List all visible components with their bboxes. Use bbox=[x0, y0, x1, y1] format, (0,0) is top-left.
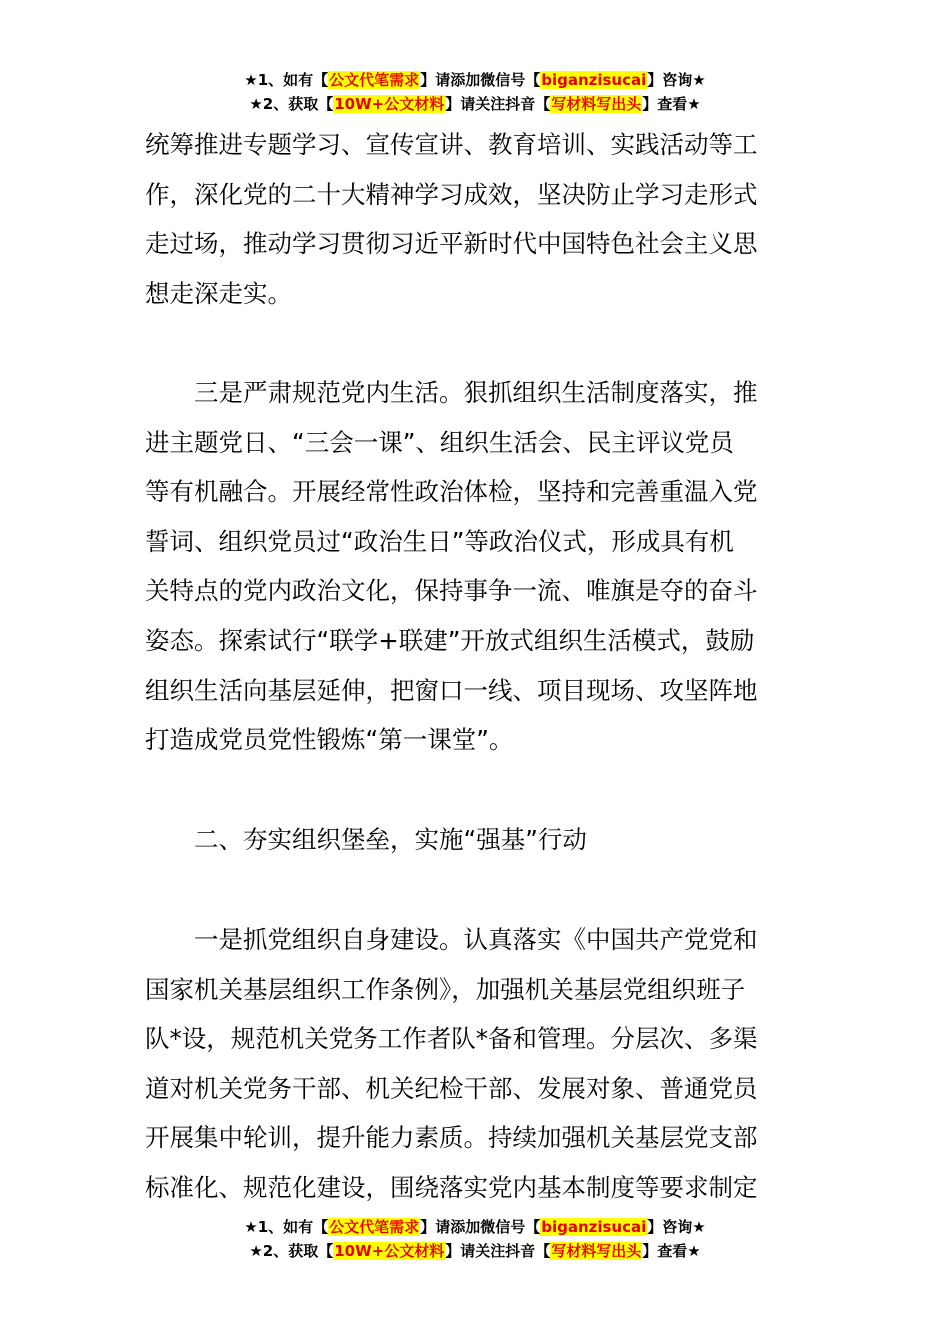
banner-text: ★2、获取【 bbox=[249, 95, 334, 113]
banner-line-1 bbox=[0, 1215, 950, 1239]
banner-text: 】查看★ bbox=[642, 95, 701, 113]
text-line: 姿态。探索试行“联学+联建”开放式组织生活模式，鼓励 bbox=[145, 625, 755, 655]
highlight-service: 公文代笔需求 bbox=[329, 1218, 420, 1236]
text-line: 队*设，规范机关党务工作者队*备和管理。分层次、多渠 bbox=[145, 1024, 758, 1054]
banner-text: 】查看★ bbox=[642, 1242, 701, 1260]
paragraph-3 bbox=[145, 915, 815, 1213]
banner-line-2 bbox=[0, 1239, 950, 1263]
text-line: 作，深化党的二十大精神学习成效，坚决防止学习走形式 bbox=[145, 179, 758, 209]
text-line: 誓词、组织党员过“政治生日”等政治仪式，形成具有机 bbox=[145, 526, 734, 556]
text-line: 国家机关基层组织工作条例》，加强机关基层党组织班子 bbox=[145, 974, 746, 1004]
text-line: 等有机融合。开展经常性政治体检，坚持和完善重温入党 bbox=[145, 477, 758, 507]
banner-text: 】请关注抖音【 bbox=[445, 1242, 551, 1260]
highlight-wechat-id: biganzisucai bbox=[541, 1218, 647, 1236]
text-line: 三是严肃规范党内生活。狠抓组织生活制度落实，推 bbox=[194, 378, 758, 407]
text-line: 道对机关党务干部、机关纪检干部、发展对象、普通党员 bbox=[145, 1073, 758, 1103]
banner-text: 】请添加微信号【 bbox=[420, 1218, 541, 1236]
highlight-materials: 10W+公文材料 bbox=[334, 1242, 445, 1260]
banner-text: 】咨询★ bbox=[647, 71, 706, 89]
banner-text: ★1、如有【 bbox=[244, 71, 329, 89]
banner-text: ★2、获取【 bbox=[249, 1242, 334, 1260]
text-line: 打造成党员党性锻炼“第一课堂”。 bbox=[145, 725, 514, 755]
banner-line-1 bbox=[0, 68, 950, 92]
highlight-douyin-account: 写材料写出头 bbox=[551, 95, 642, 113]
banner-text: 】请添加微信号【 bbox=[420, 71, 541, 89]
highlight-douyin-account: 写材料写出头 bbox=[551, 1242, 642, 1260]
text-line: 标准化、规范化建设，围绕落实党内基本制度等要求制定 bbox=[145, 1172, 758, 1202]
text-line: 统筹推进专题学习、宣传宣讲、教育培训、实践活动等工 bbox=[145, 130, 758, 159]
header-banner bbox=[0, 68, 950, 116]
text-line: 开展集中轮训，提升能力素质。持续加强机关基层党支部 bbox=[145, 1123, 758, 1153]
footer-banner bbox=[0, 1215, 950, 1263]
banner-text: 】咨询★ bbox=[647, 1218, 706, 1236]
text-line: 组织生活向基层延伸，把窗口一线、项目现场、攻坚阵地 bbox=[145, 675, 758, 705]
text-line: 走过场，推动学习贯彻习近平新时代中国特色社会主义思 bbox=[145, 229, 758, 259]
highlight-materials: 10W+公文材料 bbox=[334, 95, 445, 113]
text-line: 进主题党日、“三会一课”、组织生活会、民主评议党员 bbox=[145, 427, 734, 457]
section-heading bbox=[145, 815, 815, 865]
paragraph-2 bbox=[145, 368, 815, 765]
banner-text: ★1、如有【 bbox=[244, 1218, 329, 1236]
highlight-service: 公文代笔需求 bbox=[329, 71, 420, 89]
paragraph-1 bbox=[145, 120, 815, 318]
heading-line: 二、夯实组织堡垒，实施“强基”行动 bbox=[194, 825, 587, 854]
banner-line-2 bbox=[0, 92, 950, 116]
text-line: 想走深走实。 bbox=[145, 278, 292, 308]
highlight-wechat-id: biganzisucai bbox=[541, 71, 647, 89]
text-line: 关特点的党内政治文化，保持事争一流、唯旗是夺的奋斗 bbox=[145, 576, 758, 606]
banner-text: 】请关注抖音【 bbox=[445, 95, 551, 113]
text-line: 一是抓党组织自身建设。认真落实《中国共产党党和 bbox=[194, 925, 758, 954]
